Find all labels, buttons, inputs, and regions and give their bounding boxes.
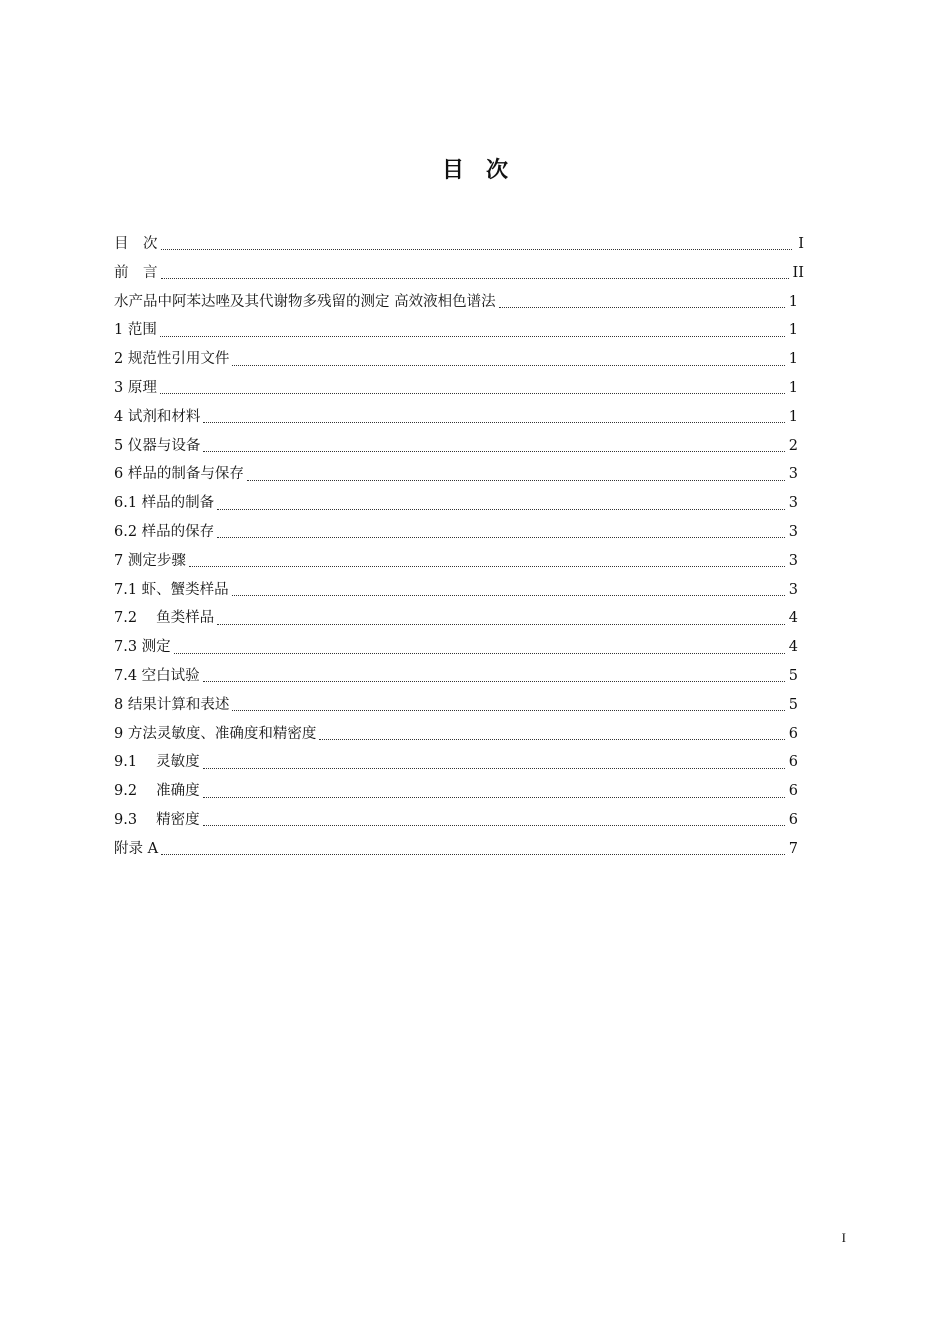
toc-entry-section-5[interactable]	[114, 432, 798, 461]
toc-leader-dots	[203, 796, 785, 798]
toc-entry-section-7-2[interactable]	[114, 604, 798, 633]
toc-entry-label: 5 仪器与设备	[114, 437, 201, 454]
toc-entry-section-6-1[interactable]	[114, 489, 798, 518]
toc-entry-section-1[interactable]	[114, 316, 798, 345]
toc-entry-label: 前 言	[114, 264, 158, 281]
toc-entry-label: 附录 A	[114, 840, 159, 857]
toc-entry-label: 6 样品的制备与保存	[114, 466, 244, 483]
toc-entry-section-4[interactable]	[114, 403, 798, 432]
toc-leader-dots	[319, 738, 784, 740]
toc-leader-dots	[232, 709, 784, 711]
toc-entry-page: 6	[788, 783, 798, 800]
toc-entry-page: 1	[788, 293, 798, 310]
toc-entry-label: 7.1 虾、蟹类样品	[114, 581, 229, 598]
toc-leader-dots	[217, 508, 785, 510]
toc-entry-label: 6.2 样品的保存	[114, 523, 215, 540]
toc-entry-page: 5	[788, 667, 798, 684]
toc-entry-section-2[interactable]	[114, 345, 798, 374]
toc-entry-page: 7	[788, 840, 798, 857]
toc-entry-section-9-1[interactable]	[114, 748, 798, 777]
toc-leader-dots	[203, 680, 785, 682]
toc-leader-dots	[161, 277, 789, 279]
toc-leader-dots	[161, 853, 785, 855]
toc-entry-section-3[interactable]	[114, 374, 798, 403]
toc-entry-section-7-3[interactable]	[114, 633, 798, 662]
toc-entry-page: 1	[788, 351, 798, 368]
toc-entry-label: 7.3 测定	[114, 639, 171, 656]
toc-entry-label: 9.3 精密度	[114, 811, 200, 828]
toc-entry-label: 9.1 灵敏度	[114, 754, 200, 771]
toc-entry-label: 目 次	[114, 236, 158, 252]
toc-entry-section-6[interactable]	[114, 460, 798, 489]
toc-entry-contents[interactable]	[114, 230, 804, 259]
toc-entry-page: 3	[788, 523, 798, 540]
toc-entry-label: 1 范围	[114, 322, 157, 339]
toc-entry-label: 水产品中阿苯达唑及其代谢物多残留的测定 高效液相色谱法	[114, 293, 496, 310]
toc-entry-section-9-3[interactable]	[114, 806, 798, 835]
toc-entry-section-7-1[interactable]	[114, 576, 798, 605]
toc-entry-page: 6	[788, 811, 798, 828]
toc-leader-dots	[499, 306, 785, 308]
toc-leader-dots	[232, 364, 784, 366]
toc-entry-label: 6.1 样品的制备	[114, 495, 215, 512]
toc-leader-dots	[189, 565, 785, 567]
toc-entry-label: 9 方法灵敏度、准确度和精密度	[114, 725, 317, 742]
toc-entry-section-9-2[interactable]	[114, 777, 798, 806]
toc-leader-dots	[217, 623, 785, 625]
toc-entry-page: 3	[788, 552, 798, 569]
toc-entry-page: 3	[788, 581, 798, 598]
toc-entry-page: 1	[788, 408, 798, 425]
toc-entry-page: 3	[788, 495, 798, 512]
toc-entry-page: 1	[788, 379, 798, 396]
footer-page-number: I	[841, 1230, 846, 1245]
toc-entry-label: 9.2 准确度	[114, 783, 200, 800]
toc-entry-section-8[interactable]	[114, 691, 798, 720]
toc-entry-label: 4 试剂和材料	[114, 408, 201, 425]
toc-entry-standard-title[interactable]	[114, 288, 798, 317]
toc-entry-page: 3	[788, 466, 798, 483]
toc-entry-label: 7 测定步骤	[114, 552, 186, 569]
toc-entry-section-9[interactable]	[114, 720, 798, 749]
page-title: 目 次	[441, 158, 508, 183]
toc-leader-dots	[232, 594, 785, 596]
toc-entry-label: 7.2 鱼类样品	[114, 610, 215, 627]
toc-entry-appendix-a[interactable]	[114, 835, 798, 864]
toc-entry-label: 7.4 空白试验	[114, 667, 200, 684]
toc-entry-page: 2	[788, 437, 798, 454]
toc-entry-page: I	[798, 236, 804, 252]
toc-entry-page: 4	[788, 610, 798, 627]
toc-entry-foreword[interactable]	[114, 259, 804, 288]
toc-leader-dots	[203, 421, 784, 423]
toc-leader-dots	[160, 335, 785, 337]
toc-entry-label: 8 结果计算和表述	[114, 696, 230, 713]
toc-entry-section-7[interactable]	[114, 547, 798, 576]
toc-entry-page: 6	[788, 754, 798, 771]
toc-entry-label: 3 原理	[114, 379, 157, 396]
toc-entry-page: 1	[788, 322, 798, 339]
toc-leader-dots	[203, 767, 785, 769]
toc-leader-dots	[217, 536, 785, 538]
toc-entry-section-6-2[interactable]	[114, 518, 798, 547]
toc-entry-section-7-4[interactable]	[114, 662, 798, 691]
toc-entry-page: 5	[788, 696, 798, 713]
table-of-contents	[114, 230, 804, 864]
toc-leader-dots	[160, 392, 785, 394]
toc-leader-dots	[161, 248, 793, 250]
toc-leader-dots	[174, 652, 785, 654]
toc-entry-page: 4	[788, 639, 798, 656]
toc-entry-page: 6	[788, 725, 798, 742]
toc-leader-dots	[203, 450, 784, 452]
toc-entry-label: 2 规范性引用文件	[114, 351, 230, 368]
toc-leader-dots	[247, 479, 785, 481]
toc-entry-page: II	[792, 264, 804, 281]
toc-leader-dots	[203, 824, 785, 826]
